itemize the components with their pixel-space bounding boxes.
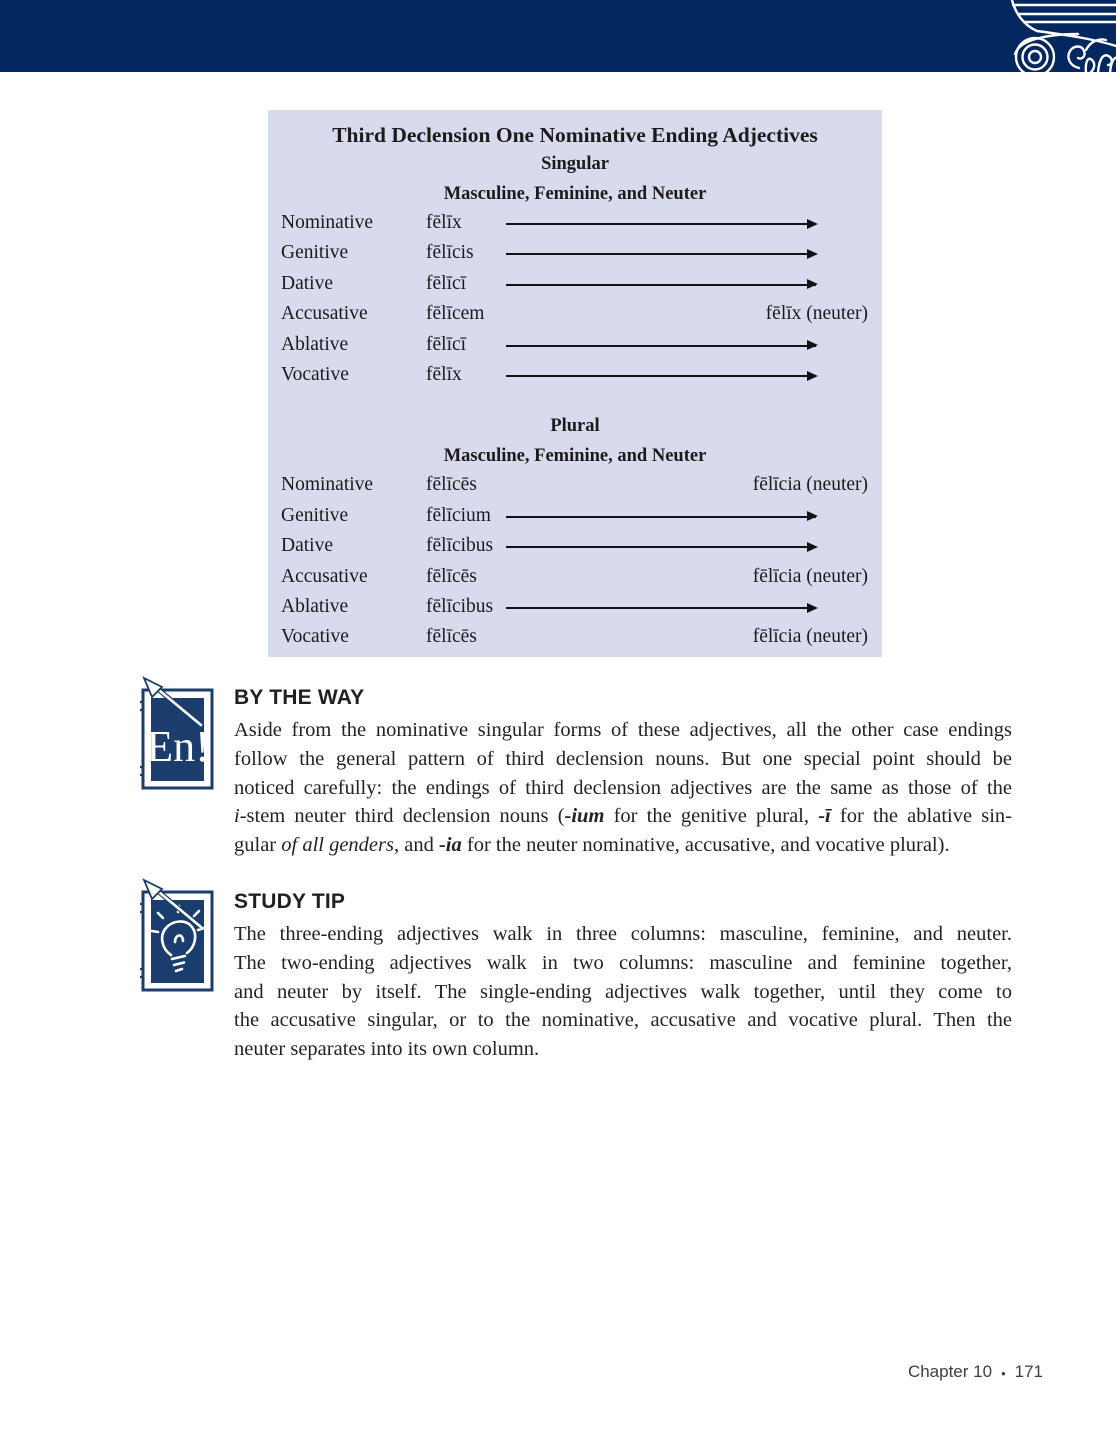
- note-line: [234, 949, 1012, 978]
- case-label: Vocative: [281, 363, 349, 385]
- case-label: Dative: [281, 535, 333, 557]
- continuation-arrow-icon: [506, 223, 816, 225]
- case-label: Accusative: [281, 303, 368, 325]
- neuter-form: fēlīcia (neuter): [752, 474, 868, 496]
- case-label: Nominative: [281, 474, 374, 496]
- declension-row: [268, 270, 882, 300]
- declension-row: [268, 471, 882, 501]
- note-line: [234, 1035, 1012, 1064]
- text-segment: the accusative singular, or to the nominative, accusative and vocative plural. Then the: [234, 1009, 1012, 1032]
- footer-bullet: •: [1001, 1365, 1006, 1381]
- declension-row: [268, 209, 882, 239]
- case-label: Ablative: [281, 333, 349, 355]
- note-line: [234, 774, 1012, 803]
- neuter-form: fēlīcia (neuter): [752, 565, 868, 587]
- continuation-arrow-icon: [506, 253, 816, 255]
- text-segment: -ium: [564, 805, 605, 828]
- latin-form: fēlīcibus: [426, 535, 494, 557]
- note-heading-study-tip: STUDY TIP: [234, 890, 346, 913]
- latin-form: fēlīcī: [426, 333, 467, 355]
- continuation-arrow-icon: [506, 607, 816, 609]
- latin-form: fēlīcēs: [426, 626, 477, 648]
- continuation-arrow-icon: [506, 345, 816, 347]
- note-line: [234, 716, 1012, 745]
- text-segment: -stem neuter third declension nouns (: [239, 805, 565, 828]
- note-line: [234, 745, 1012, 774]
- text-segment: for the neuter nominative, accusative, and vocative plural).: [461, 834, 950, 857]
- declension-table: [268, 110, 882, 657]
- latin-form: fēlīcibus: [426, 595, 494, 617]
- case-label: Genitive: [281, 504, 349, 526]
- continuation-arrow-icon: [506, 546, 816, 548]
- declension-row: [268, 593, 882, 623]
- latin-form: fēlīcem: [426, 303, 485, 325]
- gender-subheading: Masculine, Feminine, and Neuter: [443, 446, 707, 467]
- latin-form: fēlīcī: [426, 272, 467, 294]
- case-label: Nominative: [281, 212, 374, 233]
- en-book-quill-icon: [140, 676, 216, 790]
- note-paragraph-by-the-way: [234, 716, 1012, 860]
- footer-page-number: 171: [1014, 1362, 1043, 1381]
- neuter-form: fēlīx (neuter): [765, 303, 868, 325]
- declension-row: [268, 239, 882, 269]
- section-heading-singular: Singular: [541, 154, 609, 174]
- note-line: [234, 831, 1012, 860]
- gender-subheading: Masculine, Feminine, and Neuter: [443, 184, 707, 204]
- note-line: [234, 920, 1012, 949]
- footer-chapter: Chapter 10: [907, 1362, 993, 1381]
- case-label: Ablative: [281, 595, 349, 617]
- section-rows-plural: [268, 471, 882, 653]
- declension-row: [268, 623, 882, 653]
- neuter-form: fēlīcia (neuter): [752, 626, 868, 648]
- section-heading-plural: Plural: [550, 416, 600, 437]
- latin-form: fēlīcēs: [426, 565, 477, 587]
- text-segment: The two-ending adjectives walk in two columns: masculine and feminine together,: [234, 951, 1012, 974]
- table-title: Third Declension One Nominative Ending Adjectives: [332, 123, 818, 147]
- note-line: [234, 978, 1012, 1007]
- text-segment: i: [234, 805, 240, 828]
- continuation-arrow-icon: [506, 375, 816, 377]
- case-label: Accusative: [281, 565, 368, 587]
- text-segment: gular: [234, 834, 282, 857]
- ionic-capital-icon: [982, 0, 1116, 72]
- note-line: [234, 802, 1012, 831]
- declension-row: [268, 563, 882, 593]
- text-segment: , and: [394, 834, 439, 857]
- text-segment: The three-ending adjectives walk in three columns: masculine, feminine, and neuter.: [234, 923, 1012, 945]
- svg-text:En!: En!: [146, 722, 210, 771]
- continuation-arrow-icon: [506, 516, 816, 518]
- case-label: Vocative: [281, 626, 349, 648]
- declension-row: [268, 361, 882, 391]
- declension-row: [268, 331, 882, 361]
- section-rows-singular: [268, 209, 882, 391]
- latin-form: fēlīx: [426, 363, 462, 385]
- text-segment: for the genitive plural,: [604, 805, 819, 828]
- text-segment: Aside from the nominative singular forms of these adjectives, all the other case endings: [234, 719, 1012, 741]
- declension-row: [268, 300, 882, 330]
- header-band: [0, 0, 1116, 72]
- lightbulb-book-quill-icon: [140, 878, 216, 992]
- declension-row: [268, 532, 882, 562]
- note-heading-by-the-way: BY THE WAY: [234, 686, 365, 709]
- case-label: Genitive: [281, 242, 349, 264]
- case-label: Dative: [281, 272, 333, 294]
- declension-sections: [268, 149, 882, 654]
- text-segment: neuter separates into its own column.: [234, 1038, 540, 1061]
- text-segment: noticed carefully: the endings of third declension adjectives are the same as those of the: [234, 776, 1012, 799]
- text-segment: of all genders: [281, 834, 394, 857]
- text-segment: -ia: [438, 834, 462, 857]
- latin-form: fēlīcēs: [426, 474, 477, 496]
- page-footer: [908, 1362, 1043, 1382]
- latin-form: fēlīcis: [426, 242, 474, 264]
- latin-form: fēlīcium: [426, 504, 491, 526]
- note-line: [234, 1006, 1012, 1035]
- text-segment: follow the general pattern of third declension nouns. But one special point should be: [234, 747, 1012, 770]
- note-paragraph-study-tip: [234, 920, 1012, 1064]
- text-segment: for the ablative sin-: [830, 805, 1012, 828]
- latin-form: fēlīx: [426, 212, 462, 233]
- continuation-arrow-icon: [506, 284, 816, 286]
- text-segment: -ī: [818, 805, 831, 828]
- declension-row: [268, 502, 882, 532]
- text-segment: and neuter by itself. The single-ending adjectives walk together, until they come to: [234, 980, 1012, 1003]
